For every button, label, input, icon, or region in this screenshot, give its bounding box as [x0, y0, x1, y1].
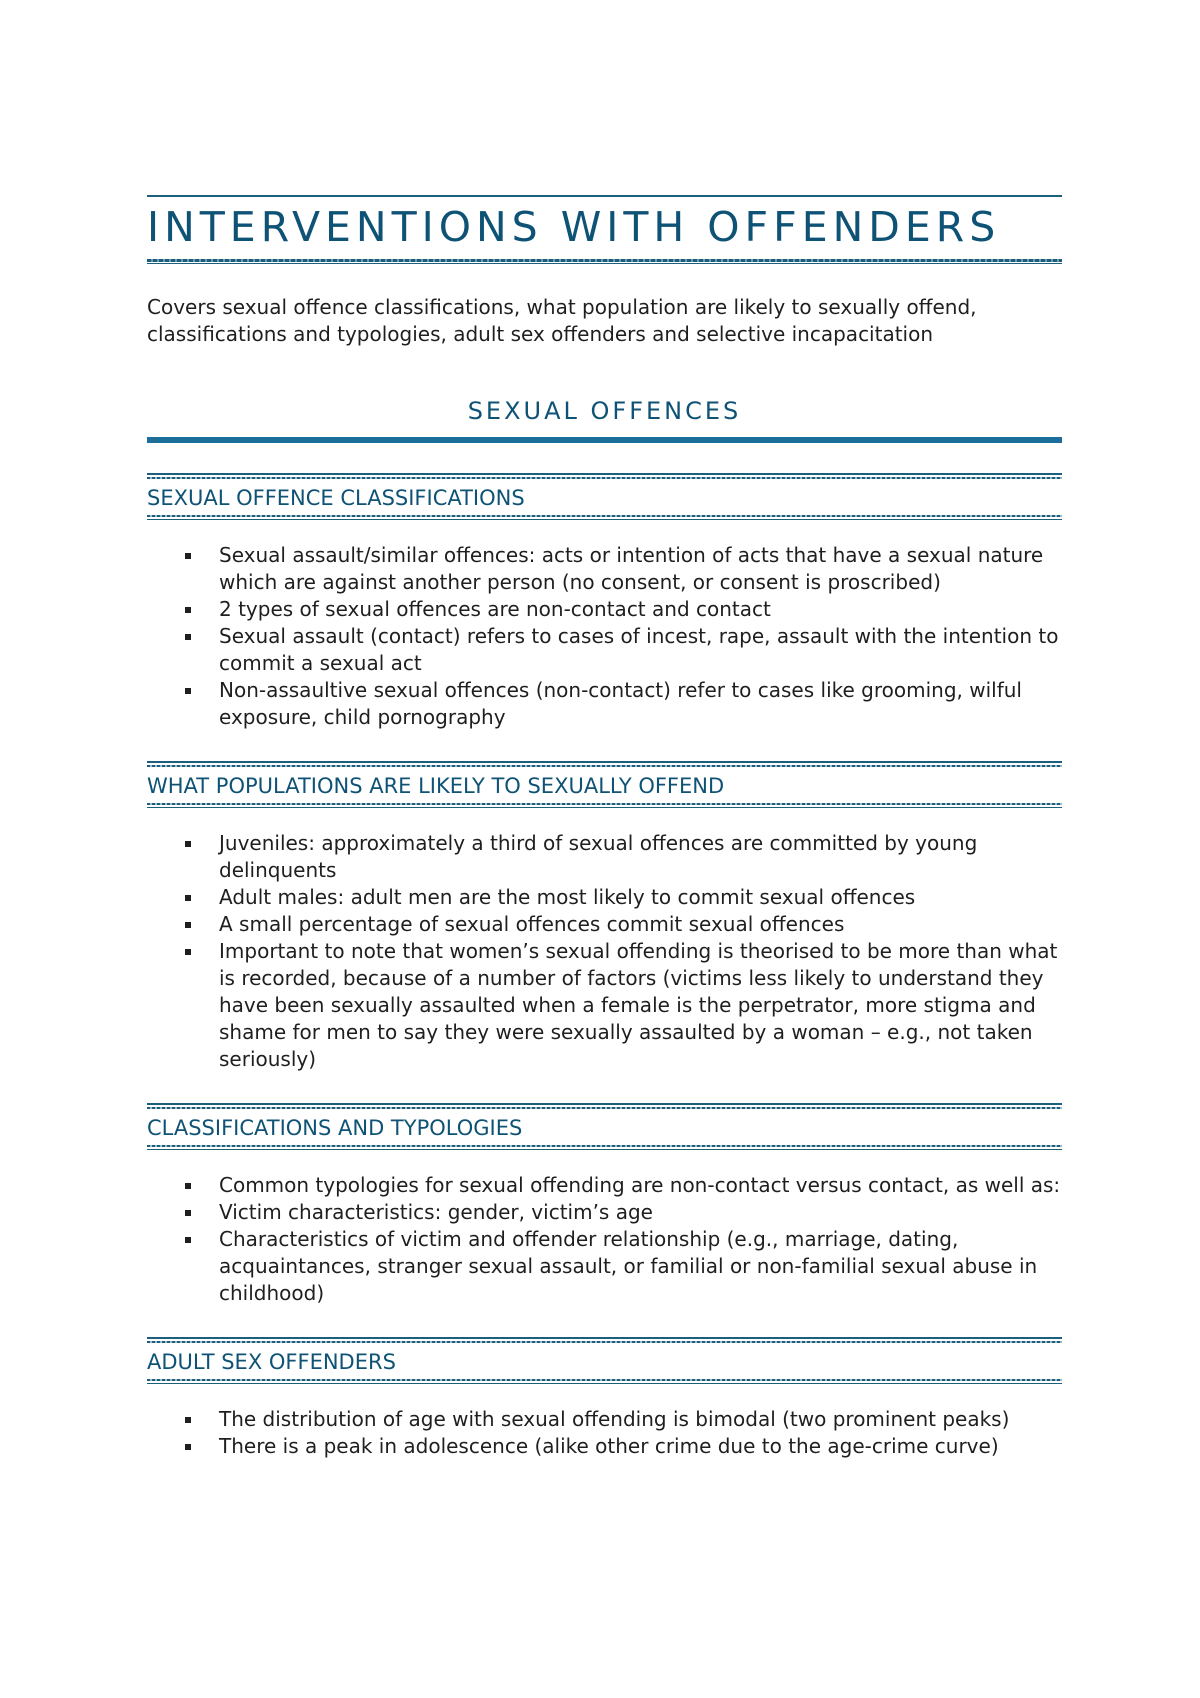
- square-bullet-icon: [185, 1210, 191, 1216]
- title-rule-thin: [147, 263, 1062, 264]
- subsection-rule-top: [147, 473, 1062, 475]
- list-item: [147, 1199, 1062, 1226]
- bullet-list: [147, 542, 1062, 731]
- list-item: [147, 1433, 1062, 1460]
- list-item: [147, 1406, 1062, 1433]
- list-item: [147, 911, 1062, 938]
- subsection-rule-bottom-dotted: [147, 803, 1062, 805]
- list-item-text: Adult males: adult men are the most likely to commit sexual offences: [219, 885, 916, 909]
- list-item: [147, 596, 1062, 623]
- list-item-text: 2 types of sexual offences are non-contact and contact: [219, 597, 771, 621]
- list-item: [147, 1172, 1062, 1199]
- square-bullet-icon: [185, 1237, 191, 1243]
- subsection-rule-top: [147, 761, 1062, 763]
- subsection-rule-bottom-dotted: [147, 515, 1062, 517]
- list-item-text: There is a peak in adolescence (alike other crime due to the age-crime curve): [219, 1434, 999, 1458]
- list-item: [147, 938, 1062, 1073]
- list-item-text: A small percentage of sexual offences commit sexual offences: [219, 912, 845, 936]
- list-item: [147, 542, 1062, 596]
- square-bullet-icon: [185, 688, 191, 694]
- square-bullet-icon: [185, 949, 191, 955]
- subsection-heading: SEXUAL OFFENCE CLASSIFICATIONS: [147, 486, 525, 510]
- list-item-text: Characteristics of victim and offender relationship (e.g., marriage, dating, acquaintances, stranger sexual assault, or familial or non-familial sexual abuse in childhood): [219, 1227, 1038, 1305]
- square-bullet-icon: [185, 553, 191, 559]
- list-item-text: Juveniles: approximately a third of sexual offences are committed by young delinquents: [219, 831, 978, 882]
- list-item-text: Victim characteristics: gender, victim’s age: [219, 1200, 653, 1224]
- subsection: [147, 761, 1062, 1073]
- section-divider: [147, 437, 1062, 443]
- subsection-rule-bottom-dotted: [147, 1145, 1062, 1147]
- list-item: [147, 1226, 1062, 1307]
- square-bullet-icon: [185, 1444, 191, 1450]
- square-bullet-icon: [185, 1417, 191, 1423]
- list-item-text: Non-assaultive sexual offences (non-contact) refer to cases like grooming, wilful exposure, child pornography: [219, 678, 1022, 729]
- subsection-heading: ADULT SEX OFFENDERS: [147, 1350, 396, 1374]
- square-bullet-icon: [185, 922, 191, 928]
- subsection-rule-top-dotted: [147, 477, 1062, 479]
- subsection-rule-top: [147, 1337, 1062, 1339]
- list-item: [147, 884, 1062, 911]
- square-bullet-icon: [185, 634, 191, 640]
- list-item: [147, 830, 1062, 884]
- list-item-text: Sexual assault/similar offences: acts or intention of acts that have a sexual nature which are against another person (no consent, or consent is proscribed): [219, 543, 1044, 594]
- subsection-rule-bottom: [147, 807, 1062, 808]
- bullet-list: [147, 830, 1062, 1073]
- list-item-text: The distribution of age with sexual offending is bimodal (two prominent peaks): [219, 1407, 1010, 1431]
- subsection-rule-top-dotted: [147, 765, 1062, 767]
- subsection-rule-top: [147, 1103, 1062, 1105]
- intro-paragraph: Covers sexual offence classifications, what population are likely to sexually offend, classifications and typologies, adult sex offenders and selective incapacitation: [147, 295, 977, 346]
- square-bullet-icon: [185, 895, 191, 901]
- list-item-text: Sexual assault (contact) refers to cases of incest, rape, assault with the intention to commit a sexual act: [219, 624, 1059, 675]
- subsection-rule-bottom: [147, 1149, 1062, 1150]
- square-bullet-icon: [185, 841, 191, 847]
- bullet-list: [147, 1172, 1062, 1307]
- subsection-heading: WHAT POPULATIONS ARE LIKELY TO SEXUALLY OFFEND: [147, 774, 725, 798]
- title-block: [147, 195, 1062, 264]
- list-item: [147, 623, 1062, 677]
- subsections: [147, 473, 1062, 1460]
- subsection: [147, 1103, 1062, 1307]
- subsection-rule-bottom-dotted: [147, 1379, 1062, 1381]
- subsection-rule-top-dotted: [147, 1107, 1062, 1109]
- subsection-heading: CLASSIFICATIONS AND TYPOLOGIES: [147, 1116, 523, 1140]
- subsection: [147, 473, 1062, 731]
- subsection: [147, 1337, 1062, 1460]
- subsection-rule-bottom: [147, 1383, 1062, 1384]
- document-page: [147, 195, 1062, 1460]
- bullet-list: [147, 1406, 1062, 1460]
- document-title: INTERVENTIONS WITH OFFENDERS: [147, 203, 1001, 251]
- square-bullet-icon: [185, 607, 191, 613]
- section-title: SEXUAL OFFENCES: [467, 397, 742, 425]
- square-bullet-icon: [185, 1183, 191, 1189]
- subsection-rule-top-dotted: [147, 1341, 1062, 1343]
- list-item: [147, 677, 1062, 731]
- subsection-rule-bottom: [147, 519, 1062, 520]
- title-rule: [147, 259, 1062, 262]
- list-item-text: Common typologies for sexual offending are non-contact versus contact, as well as:: [219, 1173, 1061, 1197]
- list-item-text: Important to note that women’s sexual offending is theorised to be more than what is recorded, because of a number of factors (victims less likely to understand they have been sexually assaulted when a female is the perpetrator, more stigma and shame for men to say they were sexually assaulted by a woman – e.g., not taken seriously): [219, 939, 1058, 1071]
